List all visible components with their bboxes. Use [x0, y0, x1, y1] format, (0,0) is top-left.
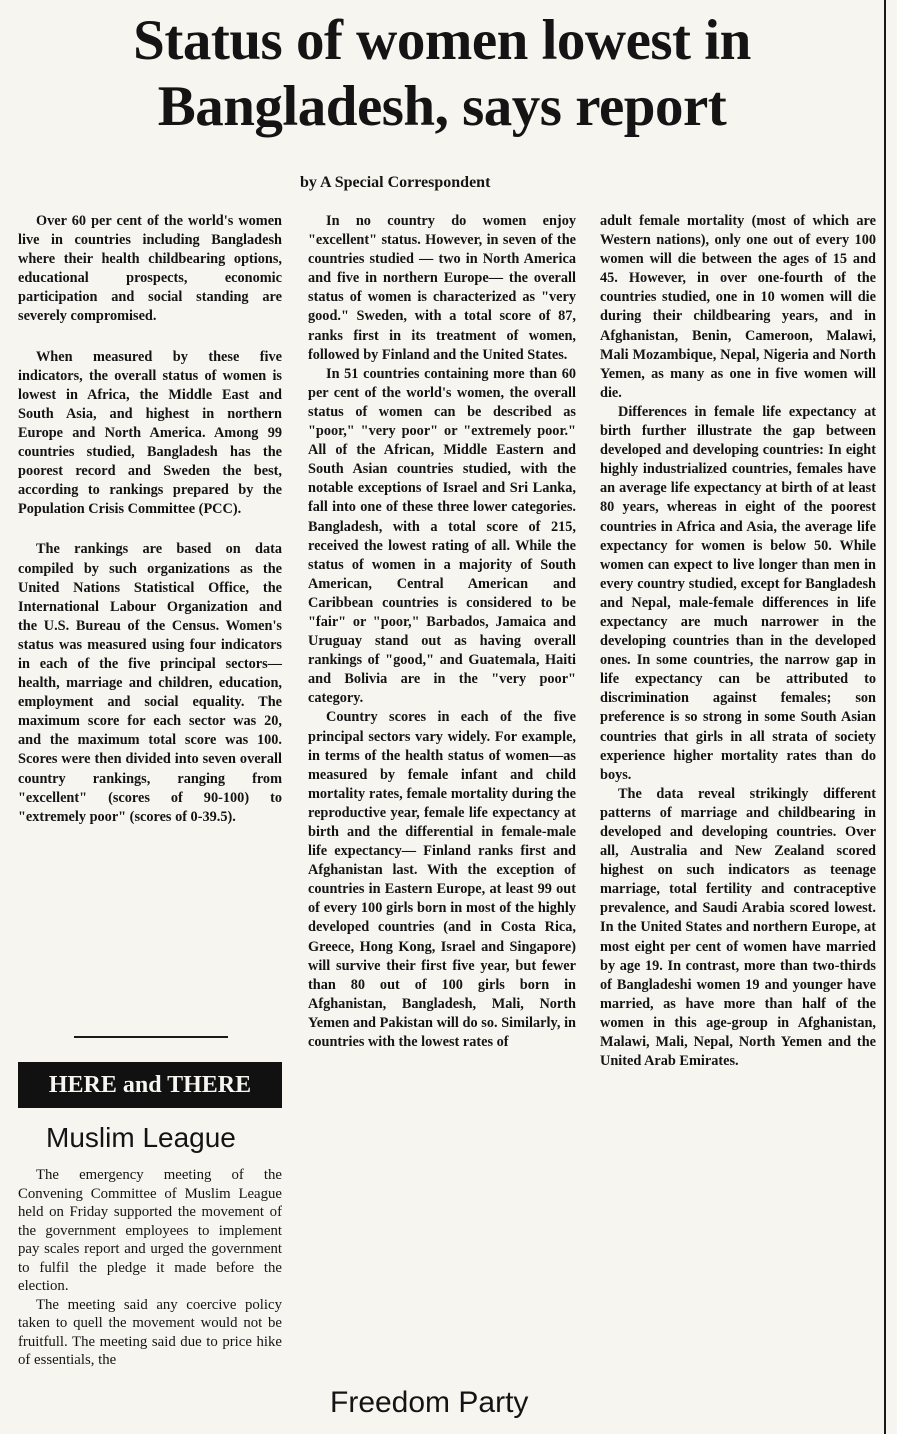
- section-divider: [74, 1036, 228, 1038]
- paragraph: The rankings are based on data compiled by such organizations as the United Nations Statistical Office, the International Labour Organization and the U.S. Bureau of the Census. Women's status was measured using four indicators in each of the five principal sectors—health, marriage and children, education, employment and social equality. The maximum score for each sector was 20, and the maximum total score was 100. Scores were then divided into seven overall country rankings, ranging from "excellent" (scores of 90-100) to "extremely poor" (scores of 0-39.5).: [18, 541, 282, 825]
- headline: Status of women lowest in Bangladesh, says report: [133, 9, 751, 138]
- paragraph: In 51 countries containing more than 60 per cent of the world's women, the overall status of women can be described as "poor," "very poor" or "extremely poor." All of the African, Middle Eastern and South Asian countries studied, with the notable exceptions of Israel and Sri Lanka, fall into one of these three lower categories. Bangladesh, with a total score of 215, received the lowest rating of all. While the status of women in a majority of South American, Central American and Caribbean countries is considered to be "fair" or "poor," Barbados, Jamaica and Uruguay stand out as having overall rankings of "good," and Guatemala, Haiti and Bolivia are in the "very poor" category.: [308, 365, 576, 707]
- paragraph: adult female mortality (most of which are Western nations), only one out of every 100 women will die between the ages of 15 and 45. However, in over one-fourth of the countries studied, one in 10 women will die during their childbearing years, and in Afghanistan, Benin, Cameroon, Malawi, Mali Mozambique, Nepal, Nigeria and North Yemen, as many as one in five women will die.: [600, 213, 876, 401]
- column-rule: [884, 0, 886, 1434]
- paragraph: In no country do women enjoy "excellent" status. However, in seven of the countries studied — two in North America and five in northern Europe— the overall status of women is characterized as "very good." Sweden, with a total score of 87, ranks first in its treatment of women, followed by Finland and the United States.: [308, 213, 576, 363]
- next-story-title: Freedom Party: [330, 1386, 529, 1419]
- brief-title: Muslim League: [46, 1122, 236, 1153]
- paragraph: The emergency meeting of the Convening Committee of Muslim League held on Friday supported the movement of the government employees to implement pay scales report and urged the government to fulfil the pledge it made before the election.: [18, 1167, 282, 1294]
- paragraph: When measured by these five indicators, the overall status of women is lowest in Africa, the Middle East and South Asia, and highest in northern Europe and North America. Among 99 countries studied, Bangladesh has the poorest record and Sweden the best, according to rankings prepared by the Population Crisis Committee (PCC).: [18, 348, 282, 518]
- section-banner: HERE and THERE: [18, 1062, 282, 1108]
- paragraph: Country scores in each of the five principal sectors vary widely. For example, in terms of the health status of women—as measured by female infant and child mortality rates, female mortality during the reproductive year, female life expectancy at birth and the differential in female-male life expectancy— Finland ranks first and Afghanistan last. With the exception of countries in Eastern Europe, at least 99 out of every 100 girls born in most of the highly developed countries (and in Costa Rica, Greece, Hong Kong, Israel and Singapore) will survive their first five year, but fewer than 80 out of 100 girls born in Afghanistan, Bangladesh, Mali, North Yemen and Pakistan will do so. Similarly, in countries with the lowest rates of: [308, 709, 576, 1051]
- paragraph: Over 60 per cent of the world's women live in countries including Bangladesh where their health childbearing options, educational prospects, economic participation and social standing are severely compromised.: [18, 213, 282, 325]
- article-column-2: [308, 212, 576, 1388]
- paragraph: The data reveal strikingly different patterns of marriage and childbearing in developed and developing countries. Over all, Australia and New Zealand scored highest on such indicators as teenage marriage, total fertility and contraceptive prevalence, and Saudi Arabia scored lowest. In the United States and northern Europe, at most eight per cent of women have married by age 19. In contrast, more than two-thirds of Bangladeshi women 19 and younger have married, as have more than half of the women in this age-group in Afghanistan, Malawi, Mali, Nepal, North Yemen and the United Arab Emirates.: [600, 785, 876, 1070]
- byline: by A Special Correspondent: [300, 174, 491, 191]
- article-column-3: [600, 212, 876, 1424]
- brief-body: [18, 1166, 282, 1434]
- paragraph: The meeting said any coercive policy taken to quell the movement would not be fruitfull. The meeting said due to price hike of essentials, the: [18, 1296, 282, 1368]
- paragraph: Differences in female life expectancy at birth further illustrate the gap between developed and developing countries: In eight highly industrialized countries, females have an average life expectancy at birth of at least 80 years, whereas in eight of the poorest countries in Africa and Asia, the average life expectancy for women is below 50. While women can expect to live longer than men in every country studied, except for Bangladesh and Nepal, male-female differences in life expectancy are much narrower in the developing countries than in the developed ones. In some countries, the narrow gap in life expectancy can be attributed to discrimination against females; son preference is so strong in some South Asian countries that girls in all strata of society experience higher mortality rates than do boys.: [600, 403, 876, 783]
- article-column-1: [18, 212, 282, 1042]
